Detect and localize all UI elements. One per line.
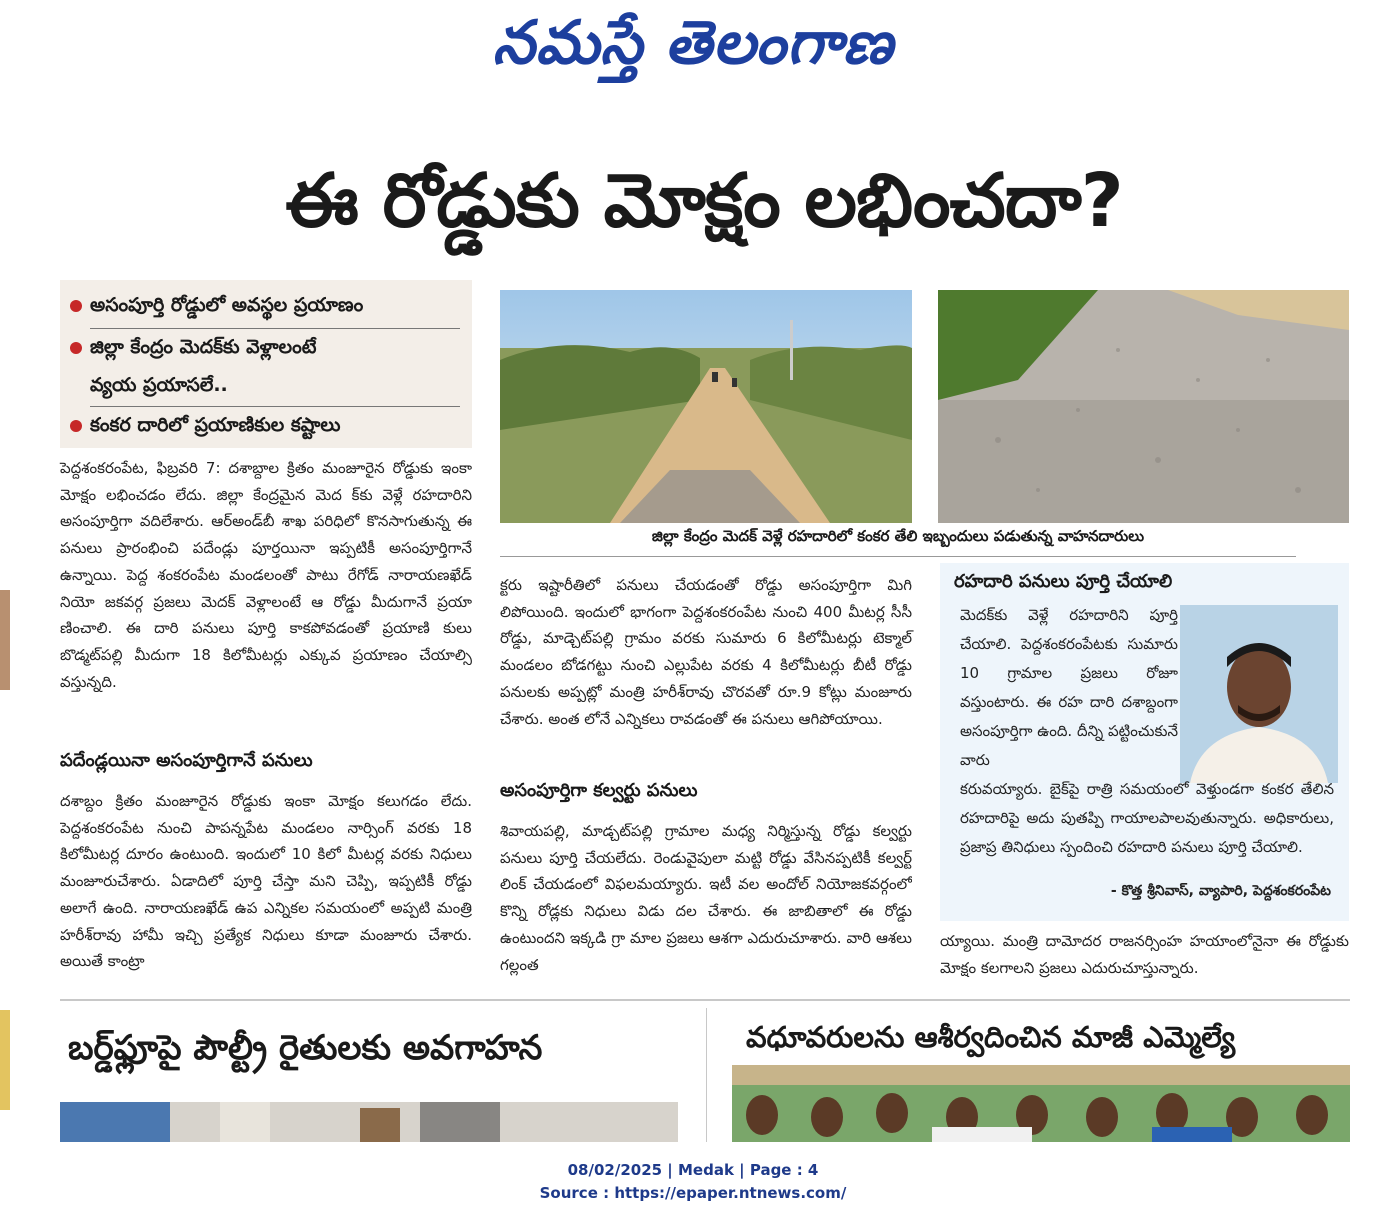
portrait-photo xyxy=(1180,605,1338,783)
road-photo-1 xyxy=(500,290,912,523)
divider xyxy=(706,1008,707,1142)
quote-signature: - కొత్త శ్రీనివాస్, వ్యాపారి, పెద్దశంకరంపేట xyxy=(1110,883,1331,899)
story-headline: వధూవరులను ఆశీర్వదించిన మాజీ ఎమ్మెల్యే xyxy=(746,1020,1236,1054)
paragraph: శివాయపల్లి, మాడ్చట్‌పల్లి గ్రామాల మధ్య నిర్మిస్తున్న రోడ్డు కల్వర్టు పనులు పూర్తి చేయలేదు. రెండువైపులా మట్టి రోడ్డు వేసినప్పటికీ కల్వర్ట్ లింక్ చేయడంలో విఫలమయ్యారు. ఇటీ వల అందోల్ నియోజకవర్గంలో కొన్ని రోడ్లకు నిధులు విడు దల చేశారు. ఈ జాబితాలో ఈ రోడ్డు ఉంటుందని ఇక్కడి గ్రా మాల ప్రజలు ఆశగా ఎదురుచూశారు. వారి ఆశలు గల్లంత xyxy=(500,822,912,974)
strip-photo xyxy=(0,590,10,690)
road-photo-2 xyxy=(938,290,1349,523)
divider xyxy=(500,556,1296,557)
bullet-icon xyxy=(70,342,82,354)
story-headline: బర్డ్‌ఫ్లూపై పౌల్ట్రీ రైతులకు అవగాహన xyxy=(68,1028,543,1068)
headline: ఈ రోడ్డుకు మోక్షం లభించదా? xyxy=(285,158,1123,244)
article-column-1-part-2 xyxy=(60,788,472,984)
divider xyxy=(90,328,460,329)
subheading: అసంపూర్తిగా కల్వర్టు పనులు xyxy=(500,780,698,801)
divider xyxy=(60,999,1350,1001)
paragraph: పెద్దశంకరంపేట, ఫిబ్రవరి 7: దశాబ్దాల క్రితం మంజూరైన రోడ్డుకు ఇంకా మోక్షం లభించడం లేదు. జిల్లా కేంద్రమైన మెద క్‌కు వెళ్లే రహదారిని అసంపూర్తిగా వదిలేశారు. ఆర్‌అండ్‌బీ శాఖ పరిధిలో కొనసాగుతున్న ఈ పనులు ప్రారంభించి పదేండ్లు పూర్తయినా ఇప్పటికీ అసంపూర్తిగానే ఉన్నాయి. పెద్ద శంకరంపేట మండలంతో పాటు రేగోడ్ నారాయణఖేడ్ నియో జకవర్గ ప్రజలు మెదక్ వెళ్లాలంటే ఆ రోడ్డు మీదుగానే ప్రయా ణించాలి. ఈ దారి పనులు పూర్తి కాకపోవడంతో ప్రయాణి కులు బొడ్మట్‌పల్లి మీదుగా 18 కిలోమీటర్లు ఎక్కువ ప్రయాణం చేయాల్సి వస్తున్నది. xyxy=(60,459,472,691)
paragraph: య్యాయి. మంత్రి దామోదర రాజనర్సింహ హయాంలోనైనా ఈ రోడ్డుకు మోక్షం కలగాలని ప్రజలు ఎదురుచూస్తున్నారు. xyxy=(940,932,1349,977)
paragraph: క్టరు ఇష్టారీతిలో పనులు చేయడంతో రోడ్డు అసంపూర్తిగా మిగి లిపోయింది. ఇందులో భాగంగా పెద్దశంకరంపేట నుంచి 400 మీటర్ల సీసీ రోడ్డు, మాడ్చెట్‌పల్లి గ్రామం వరకు సుమారు 6 కిలోమీటర్లు టెక్మాల్ మండలం బోడగట్టు నుంచి ఎల్లుపేట వరకు 4 కిలోమీటర్లు బీటీ రోడ్డు పనులకు అప్పట్లో మంత్రి హరీశ్‌రావు చొరవతో రూ.9 కోట్లు మంజూరు చేశారు. అంత లోనే ఎన్నికలు రావడంతో ఈ పనులు ఆగిపోయాయి. xyxy=(500,576,912,728)
story-photo xyxy=(60,1102,678,1142)
bullet-icon xyxy=(70,300,82,312)
footer-date-edition: 08/02/2025 | Medak | Page : 4 xyxy=(567,1161,819,1179)
story-photo xyxy=(732,1065,1350,1142)
article-column-1 xyxy=(60,455,472,695)
article-clip xyxy=(34,120,1352,1142)
quote-title: రహదారి పనులు పూర్తి చేయాలి xyxy=(954,571,1173,592)
photo-caption: జిల్లా కేంద్రం మెదక్ వెళ్లే రహదారిలో కంకర తేలి ఇబ్బందులు పడుతున్న వాహనదారులు xyxy=(651,527,1145,545)
quote-text: మెదక్‌కు వెళ్లే రహదారిని పూర్తి చేయాలి. పెద్దశంకరంపేటకు సుమారు 10 గ్రామాల ప్రజలు రోజూ వస్తుంటారు. ఈ రహ దారి దశాబ్దంగా అసంపూర్తిగా ఉంది. దీన్ని పట్టించుకునే వారు xyxy=(960,606,1178,769)
highlight-item: అసంపూర్తి రోడ్డులో అవస్థల ప్రయాణం xyxy=(70,294,363,321)
quote-text-continued: కరువయ్యారు. బైక్‌పై రాత్రి సమయంలో వెళ్తుండగా కంకర తేలిన రహదారిపై అదు పుతప్పి గాయాలపాలవుతున్నారు. అధికారులు, ప్రజాప్ర తినిధులు స్పందించి రహదారి పనులు పూర్తి చేయాలి. xyxy=(960,780,1334,856)
highlight-item: జిల్లా కేంద్రం మెదక్‌కు వెళ్లాలంటే xyxy=(70,336,316,363)
bullet-icon xyxy=(70,420,82,432)
highlight-item-continued: వ్యయ ప్రయాసలే.. xyxy=(90,374,228,396)
highlight-item: కంకర దారిలో ప్రయాణికుల కష్టాలు xyxy=(70,414,340,441)
masthead-logo: నమస్తే తెలంగాణ xyxy=(492,8,894,78)
quote-box xyxy=(940,563,1349,921)
strip-photo xyxy=(0,1010,10,1110)
adjacent-page-strip xyxy=(0,195,12,1140)
article-column-2-part-2 xyxy=(500,818,912,984)
article-column-3 xyxy=(940,928,1349,981)
highlights-box xyxy=(60,280,472,448)
divider xyxy=(90,406,460,407)
paragraph: దశాబ్దం క్రితం మంజూరైన రోడ్డుకు ఇంకా మోక్షం కలుగడం లేదు. పెద్దశంకరంపేట నుంచి పాపన్నపేట మండలం నార్సింగ్ వరకు 18 కిలోమీటర్ల దూరం ఉంటుంది. ఇందులో 10 కిలో మీటర్ల వరకు నిధులు మంజూరుచేశారు. ఏడాదిలో పూర్తి చేస్తా మని చెప్పి, ఇప్పటికీ రోడ్డు అలాగే ఉంది. నారాయణఖేడ్ ఉప ఎన్నికల సమయంలో అప్పటి మంత్రి హరీశ్‌రావు హామీ ఇచ్చి ప్రత్యేక నిధులు కూడా మంజూరు చేశారు. అయితే కాంట్రా xyxy=(60,792,472,971)
article-column-2 xyxy=(500,572,912,732)
subheading: పదేండ్లయినా అసంపూర్తిగానే పనులు xyxy=(60,750,313,771)
footer-source-link[interactable]: Source : https://epaper.ntnews.com/ xyxy=(539,1184,847,1202)
